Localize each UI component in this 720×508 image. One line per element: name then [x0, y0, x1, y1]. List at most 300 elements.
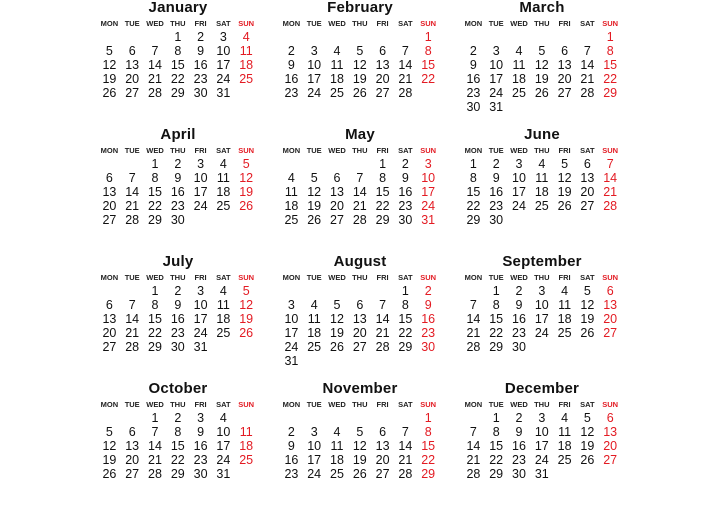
day-cell: 15	[466, 185, 481, 199]
day-cell: 3	[515, 157, 523, 171]
weekday-label: FRI	[194, 273, 207, 282]
day-cell: 24	[307, 467, 322, 481]
weekday-label: SAT	[580, 273, 595, 282]
day-cell: 9	[287, 58, 295, 72]
weekday-label: SAT	[398, 400, 413, 409]
day-cell: 3	[197, 284, 205, 298]
day-cell: 22	[489, 326, 504, 340]
day-cell	[121, 157, 144, 171]
month-title: March	[519, 0, 565, 16]
day-cell: 3	[424, 157, 432, 171]
month-march	[462, 0, 622, 127]
weekday-label: SUN	[420, 400, 437, 409]
month-december	[462, 381, 622, 508]
day-cell: 11	[216, 171, 230, 185]
day-cell: 5	[105, 425, 113, 439]
weekday-label: FRI	[376, 400, 389, 409]
day-cell	[280, 411, 303, 425]
day-cell: 28	[398, 467, 413, 481]
weekday-label: MON	[464, 400, 483, 409]
day-cell: 14	[580, 58, 595, 72]
weekday-header	[462, 271, 622, 284]
month-title: July	[162, 253, 194, 270]
week-row	[98, 453, 258, 467]
day-cell	[576, 467, 599, 481]
day-cell: 1	[469, 157, 477, 171]
weekday-label: MON	[282, 19, 301, 28]
day-cell	[144, 30, 167, 44]
day-cell: 10	[193, 171, 208, 185]
week-row	[98, 298, 258, 312]
month-title: August	[333, 253, 387, 270]
day-cell: 27	[125, 86, 140, 100]
weekday-label: SAT	[580, 400, 595, 409]
day-cell: 11	[284, 185, 298, 199]
day-cell: 23	[489, 199, 504, 213]
week-row	[462, 171, 622, 185]
weekday-header	[280, 144, 440, 157]
day-cell: 27	[330, 213, 344, 227]
week-row	[462, 298, 622, 312]
day-cell	[530, 340, 553, 354]
day-cell: 25	[216, 199, 231, 213]
weekday-label: TUE	[124, 273, 140, 282]
day-cell: 15	[603, 58, 618, 72]
weekday-label: MON	[282, 146, 301, 155]
week-row	[280, 213, 440, 227]
day-cell	[576, 340, 599, 354]
day-cell: 16	[193, 439, 208, 453]
week-row	[280, 86, 440, 100]
weekday-label: THU	[534, 400, 550, 409]
day-cell: 4	[219, 284, 227, 298]
day-cell: 2	[174, 284, 182, 298]
day-cell: 15	[421, 439, 436, 453]
day-cell: 9	[197, 44, 205, 58]
weekday-header	[280, 398, 440, 411]
day-cell: 16	[489, 185, 504, 199]
day-cell: 29	[148, 213, 162, 227]
weekday-label: WED	[510, 273, 528, 282]
weekday-label: MON	[100, 146, 119, 155]
day-cell: 8	[174, 44, 182, 58]
day-cell: 21	[398, 72, 413, 86]
day-cell: 18	[239, 439, 254, 453]
day-cell: 19	[239, 312, 254, 326]
week-row	[462, 340, 622, 354]
week-row	[462, 100, 622, 114]
day-cell: 29	[489, 340, 504, 354]
day-cell	[417, 354, 440, 368]
day-cell: 31	[534, 467, 549, 481]
day-cell: 24	[284, 340, 299, 354]
day-cell	[98, 411, 121, 425]
day-cell: 25	[512, 86, 526, 100]
day-cell: 4	[242, 30, 250, 44]
day-cell: 23	[193, 453, 208, 467]
weekday-header	[280, 271, 440, 284]
day-cell: 18	[330, 453, 344, 467]
day-cell: 19	[580, 312, 595, 326]
day-cell: 19	[102, 72, 117, 86]
day-cell: 15	[375, 185, 390, 199]
day-cell: 16	[512, 312, 526, 326]
day-cell: 9	[401, 171, 409, 185]
day-cell: 25	[239, 453, 254, 467]
weekday-label: WED	[328, 146, 346, 155]
day-cell	[212, 340, 235, 354]
day-cell: 3	[492, 44, 500, 58]
weekday-label: WED	[510, 19, 528, 28]
weekday-label: SUN	[420, 146, 437, 155]
week-row	[280, 439, 440, 453]
day-cell: 27	[352, 340, 367, 354]
week-row	[462, 185, 622, 199]
day-cell: 4	[561, 411, 569, 425]
day-cell: 28	[603, 199, 618, 213]
day-cell: 18	[239, 58, 254, 72]
day-cell: 28	[398, 86, 413, 100]
day-cell: 12	[557, 171, 572, 185]
day-cell: 28	[125, 213, 140, 227]
day-cell: 2	[287, 44, 295, 58]
weekday-label: SUN	[238, 400, 255, 409]
day-cell	[98, 157, 121, 171]
week-row	[462, 72, 622, 86]
day-cell	[371, 30, 394, 44]
day-cell: 13	[557, 58, 572, 72]
weekday-label: MON	[464, 19, 483, 28]
day-cell: 13	[603, 425, 618, 439]
day-cell: 10	[307, 439, 322, 453]
day-cell: 8	[174, 425, 182, 439]
day-cell: 16	[398, 185, 413, 199]
day-cell: 11	[330, 58, 344, 72]
week-row	[462, 284, 622, 298]
day-cell: 27	[557, 86, 572, 100]
day-cell: 23	[398, 199, 413, 213]
week-row	[280, 453, 440, 467]
week-row	[98, 326, 258, 340]
day-cell: 26	[102, 467, 117, 481]
day-cell: 16	[170, 185, 185, 199]
day-cell: 1	[606, 30, 614, 44]
month-may	[280, 127, 440, 254]
day-cell: 16	[193, 58, 208, 72]
day-cell: 20	[102, 199, 117, 213]
day-cell: 13	[603, 298, 618, 312]
day-cell: 19	[239, 185, 254, 199]
day-cell: 22	[375, 199, 390, 213]
day-cell: 6	[128, 425, 136, 439]
day-cell: 2	[424, 284, 432, 298]
week-row	[280, 44, 440, 58]
day-cell: 20	[603, 312, 618, 326]
weekday-label: TUE	[124, 19, 140, 28]
day-cell: 12	[580, 298, 595, 312]
day-cell: 12	[330, 312, 344, 326]
day-cell: 9	[174, 171, 182, 185]
week-row	[98, 312, 258, 326]
weekday-label: WED	[328, 19, 346, 28]
day-cell: 23	[512, 453, 526, 467]
day-cell	[235, 340, 258, 354]
day-cell	[530, 100, 553, 114]
day-cell: 28	[148, 86, 162, 100]
month-title: June	[524, 126, 560, 143]
day-cell: 10	[216, 44, 231, 58]
day-cell: 3	[310, 425, 318, 439]
day-cell: 26	[557, 199, 572, 213]
day-cell: 12	[307, 185, 322, 199]
day-cell: 21	[352, 199, 367, 213]
day-cell: 8	[424, 425, 432, 439]
week-row	[98, 72, 258, 86]
day-cell: 7	[606, 157, 614, 171]
weekday-label: WED	[146, 400, 164, 409]
day-cell: 16	[170, 312, 185, 326]
weekday-label: SAT	[398, 19, 413, 28]
day-cell	[303, 157, 326, 171]
day-cell: 29	[489, 467, 504, 481]
week-row	[98, 411, 258, 425]
week-row	[98, 340, 258, 354]
day-cell: 15	[398, 312, 413, 326]
day-cell: 25	[557, 453, 572, 467]
weekday-header	[462, 144, 622, 157]
week-row	[280, 185, 440, 199]
day-cell: 24	[534, 453, 549, 467]
day-cell: 21	[148, 453, 162, 467]
day-cell: 19	[352, 72, 367, 86]
day-cell: 13	[375, 439, 390, 453]
day-cell	[394, 411, 417, 425]
week-row	[98, 199, 258, 213]
day-cell	[348, 411, 371, 425]
weekday-header	[98, 398, 258, 411]
month-april	[98, 127, 258, 254]
day-cell: 31	[216, 86, 231, 100]
day-cell: 18	[216, 312, 231, 326]
day-cell: 20	[375, 72, 390, 86]
day-cell: 6	[128, 44, 136, 58]
day-cell: 9	[515, 425, 523, 439]
week-row	[462, 199, 622, 213]
week-row	[280, 326, 440, 340]
day-cell: 29	[466, 213, 481, 227]
week-row	[462, 425, 622, 439]
week-row	[98, 213, 258, 227]
day-cell: 6	[379, 425, 387, 439]
week-row	[280, 298, 440, 312]
weekday-label: THU	[534, 19, 550, 28]
day-cell: 6	[356, 298, 364, 312]
day-cell: 10	[216, 425, 231, 439]
day-cell	[280, 30, 303, 44]
weekday-header	[98, 144, 258, 157]
day-cell: 8	[492, 298, 500, 312]
day-cell: 31	[284, 354, 299, 368]
weekday-label: WED	[328, 273, 346, 282]
week-row	[462, 58, 622, 72]
weekday-label: SUN	[420, 273, 437, 282]
weekday-header	[98, 17, 258, 30]
weekday-label: THU	[352, 19, 368, 28]
week-row	[280, 284, 440, 298]
day-cell: 6	[105, 171, 113, 185]
day-cell	[394, 30, 417, 44]
day-cell: 26	[239, 199, 254, 213]
week-row	[98, 185, 258, 199]
weekday-label: WED	[510, 400, 528, 409]
day-cell: 3	[538, 284, 546, 298]
day-cell	[235, 213, 258, 227]
day-cell: 5	[310, 171, 318, 185]
weekday-label: FRI	[558, 273, 571, 282]
day-cell	[462, 284, 485, 298]
day-cell: 12	[352, 439, 367, 453]
day-cell	[553, 30, 576, 44]
day-cell	[553, 213, 576, 227]
day-cell: 19	[557, 185, 572, 199]
weekday-label: THU	[352, 146, 368, 155]
day-cell: 21	[148, 72, 162, 86]
day-cell: 9	[515, 298, 523, 312]
weekday-label: MON	[100, 19, 119, 28]
weekday-label: SAT	[580, 19, 595, 28]
day-cell: 15	[170, 58, 185, 72]
day-cell: 1	[151, 157, 159, 171]
day-cell: 25	[534, 199, 549, 213]
day-cell	[212, 213, 235, 227]
month-october	[98, 381, 258, 508]
day-cell: 30	[193, 467, 208, 481]
day-cell: 3	[310, 44, 318, 58]
month-january	[98, 0, 258, 127]
day-cell: 1	[151, 411, 159, 425]
day-cell: 20	[102, 326, 117, 340]
day-cell: 19	[102, 453, 117, 467]
day-cell: 9	[174, 298, 182, 312]
day-cell: 21	[603, 185, 618, 199]
day-cell: 23	[170, 326, 185, 340]
day-cell: 1	[174, 30, 182, 44]
day-cell: 22	[603, 72, 618, 86]
day-cell: 13	[352, 312, 367, 326]
day-cell: 7	[379, 298, 387, 312]
day-cell	[508, 30, 531, 44]
day-cell: 11	[239, 44, 253, 58]
weekday-label: SUN	[238, 19, 255, 28]
week-row	[98, 58, 258, 72]
weekday-header	[462, 398, 622, 411]
day-cell: 29	[148, 340, 162, 354]
day-cell: 12	[102, 58, 117, 72]
day-cell: 21	[398, 453, 413, 467]
day-cell: 31	[193, 340, 208, 354]
day-cell	[530, 30, 553, 44]
day-cell: 9	[197, 425, 205, 439]
week-row	[98, 439, 258, 453]
day-cell: 2	[174, 157, 182, 171]
day-cell: 25	[284, 213, 299, 227]
month-title: December	[504, 380, 580, 397]
month-august	[280, 254, 440, 381]
day-cell: 7	[469, 298, 477, 312]
weekday-label: SUN	[238, 273, 255, 282]
day-cell: 23	[512, 326, 526, 340]
day-cell: 16	[284, 453, 299, 467]
week-row	[462, 86, 622, 100]
day-cell: 2	[174, 411, 182, 425]
day-cell: 31	[421, 213, 436, 227]
day-cell: 20	[125, 453, 140, 467]
day-cell: 9	[469, 58, 477, 72]
day-cell: 3	[287, 298, 295, 312]
week-row	[280, 411, 440, 425]
day-cell: 16	[466, 72, 481, 86]
weekday-header	[280, 17, 440, 30]
day-cell: 7	[469, 425, 477, 439]
day-cell: 27	[375, 86, 390, 100]
day-cell: 28	[148, 467, 162, 481]
day-cell: 15	[170, 439, 185, 453]
week-row	[98, 425, 258, 439]
day-cell	[508, 213, 531, 227]
weekday-label: WED	[146, 146, 164, 155]
week-row	[98, 86, 258, 100]
week-row	[462, 44, 622, 58]
weekday-label: THU	[534, 146, 550, 155]
day-cell: 16	[512, 439, 526, 453]
day-cell: 30	[512, 340, 526, 354]
day-cell: 12	[352, 58, 367, 72]
month-july	[98, 254, 258, 381]
day-cell	[508, 100, 531, 114]
month-september	[462, 254, 622, 381]
day-cell: 8	[492, 425, 500, 439]
day-cell	[121, 411, 144, 425]
day-cell: 17	[193, 312, 208, 326]
day-cell: 19	[330, 326, 344, 340]
day-cell: 21	[375, 326, 390, 340]
day-cell: 9	[492, 171, 500, 185]
day-cell: 6	[606, 411, 614, 425]
day-cell	[348, 354, 371, 368]
day-cell: 24	[307, 86, 322, 100]
day-cell: 4	[287, 171, 295, 185]
week-row	[462, 312, 622, 326]
weekday-label: SAT	[216, 146, 231, 155]
week-row	[280, 171, 440, 185]
weekday-label: FRI	[194, 19, 207, 28]
month-november	[280, 381, 440, 508]
day-cell: 26	[580, 453, 595, 467]
week-row	[462, 30, 622, 44]
day-cell	[280, 284, 303, 298]
week-row	[98, 467, 258, 481]
day-cell: 8	[401, 298, 409, 312]
day-cell: 30	[512, 467, 526, 481]
week-row	[462, 213, 622, 227]
month-title: October	[148, 380, 208, 397]
day-cell: 13	[330, 185, 344, 199]
weekday-label: TUE	[306, 19, 322, 28]
day-cell: 10	[512, 171, 526, 185]
month-title: April	[160, 126, 196, 143]
month-title: May	[345, 126, 375, 143]
day-cell	[326, 284, 349, 298]
